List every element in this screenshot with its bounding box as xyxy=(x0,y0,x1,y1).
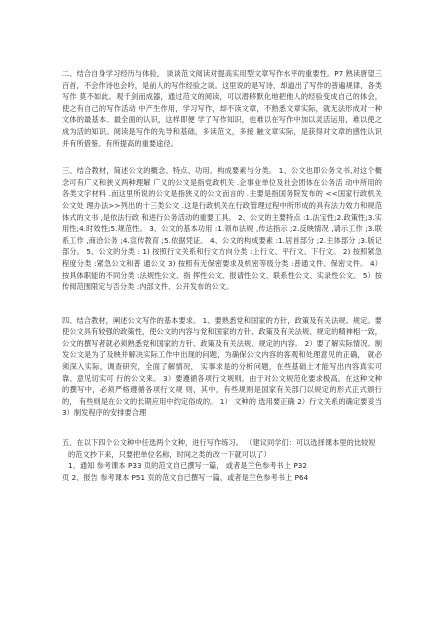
spacer xyxy=(62,419,382,437)
section-five-item-1: 1、通知 参考课本 P33 页的范文自已撰写一篇， 或者是兰色参考书上 P32 xyxy=(68,461,307,471)
section-five xyxy=(62,437,382,483)
spacer xyxy=(62,293,382,315)
spacer xyxy=(62,149,382,165)
section-four-text: 四、结合教材，阐述公文写作的基本要求。 1、要熟悉党和国家的方针，政策及有关法规。规定。要使公文具有较强的政策性，使公文的内容与党和国家的方针、政策及有关法规、规定的精神相一致，公文的撰写者就必须熟悉党和国家的方针、政策及有关法规、规定的内容。 2）要了解实际情况。制发公文是为了及映并解决实际工作中出现的问题，为确保公文内容的客观和处理意见的正确， 就必须深入实际，调查研究，全面了解情况， 实事求是的分析问题，在些基础上才能写出内容真实可靠、意见切实可 行的公文来。 3）要遵循各项行文规则。由于对公文规范化要求极高，在这种文种的撰写中，必须严格遵循各项行文规 则，其中，有些规则是国家有关部门以规定的形式正式颁行的， 有些则是在公文的长期应用中约定俗成的。 1） 文种的 选用要正确 2）行文关系的确定要妥当 3）制发程序的安排要合理 xyxy=(62,315,382,418)
section-two-text: 二、结合自身学习经历与体验， 谈谈范文阅读对提高实用型文章写作水平的重要性。P7 熟读唐望三百首，不会作诗也会吟，是前人的写作经验之谈。这里说的是写诗，却道出了写作的普遍规律，各类写作 莫不如此。观千剑而成器，通过范文的阅读，可以潜移默化地把他人的经验变成自己的体会， 使之有自己的写作活动 中产生作用，学习写作，却不读文章，不熟悉文章实际，就无法形成对一种文体的最基本、最全面的认识，这样即便 学了写作知识，也难以在写作中加以灵活运用，难以使之成为活的知识。阅读是写作的先导和基础，多读范文，多接 触文章实际，是获得对文章的感性认识并有所借鉴、有所提高的重要途径。 xyxy=(62,69,382,148)
section-five-note: 的范文抄下来，只要把单位名称，时间之类的改一下就可以了） xyxy=(68,449,271,459)
section-four xyxy=(62,315,382,419)
section-five-item-2: 页 2、报告 参考课本 P51 页的范文自已撰写一篇，或者是兰色参考书上 P64 xyxy=(62,472,309,482)
section-three xyxy=(62,165,382,293)
section-two xyxy=(62,68,382,149)
section-three-text: 三、结合教材，简述公文的概念、特点、功用、构成要素与分类。 1、公文也即公务文书,对这个概念可有广义和狭义两种理解 广义的公文是指党政机关 .企事业单位及社会团体在公务活 动中所用的各类文字材料 .而这里所说的公文是指狭义的公文而言的 .主要是指国务院发布的 <<国家行政机关公文处 理办法>>列出的十三类公文 .这是行政机关在行政管理过程中所形成的具有法力效力和规范体式的文书 ,是依法行政 和进行公务活动的重要工具。 2、公文的主要特点 :1.法宝性;2.政策性;3.实用性;4.时效性;5.规范性。 3、公文的基本功用 :1.领布法规 ,传达指示 ;2.反映情况 ,请示工作 ;3.联系工作 ,商洽公务 ;4.宣传教育 ;5.依据凭证。 4、公文的构成要素 :1.居首部分 ;2.主体部分 ;3.版记部分。 5、公文的分类 : 1) 按照行文关系和行文方向分类 :上行文、平行文、下行文。 2) 按照紧急程度分类 :紧急公文和普 通公文 3) 按照有无保密要求及机密等级分类 :普通文件、保密文件。 4）按具体职能的不同分类 :法规性公文、指 挥性公文、报请性公文、联系性公文、实录性公文。 5）按传阅范围限定与否分类 :内部文件、公开发布的公文。 xyxy=(62,166,382,292)
section-five-intro: 五、在以下四个公文种中任选两个文种，进行写作练习。 （建议同学们：可以选择课本里的比较短 xyxy=(62,438,376,448)
